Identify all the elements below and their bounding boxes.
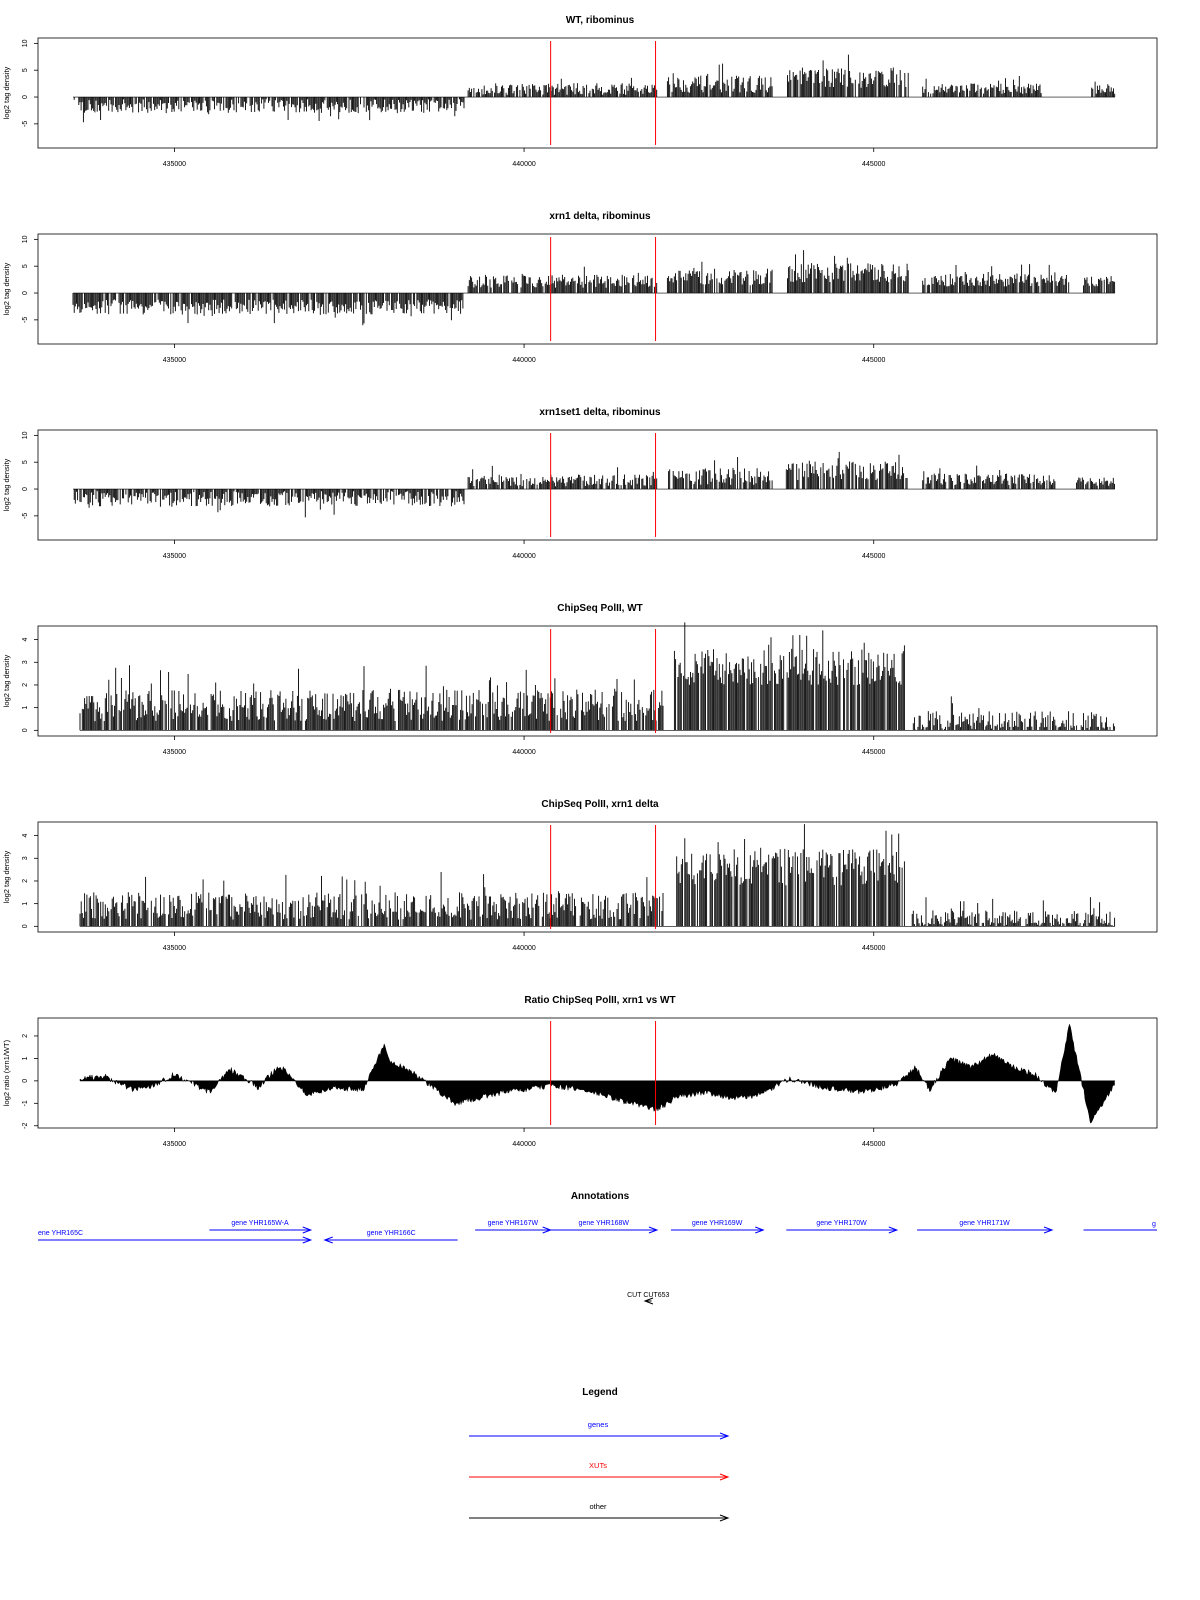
- y-tick-label: -5: [22, 316, 29, 323]
- gene-label: gene YHR166C: [366, 1230, 416, 1237]
- x-tick-label: 440000: [512, 945, 536, 952]
- x-tick-label: 435000: [162, 945, 187, 952]
- y-tick-label: 4: [22, 637, 29, 642]
- y-tick-label: 10: [22, 431, 29, 440]
- y-tick-label: 3: [22, 856, 29, 861]
- x-tick-label: 440000: [512, 749, 536, 756]
- panel-5-title: Ratio ChipSeq PolII, xrn1 vs WT: [524, 995, 676, 1006]
- x-tick-label: 435000: [162, 1141, 187, 1148]
- legend-label: genes: [587, 1420, 609, 1429]
- x-tick-label: 440000: [512, 161, 536, 168]
- panel-1-ylabel: log2 tag density: [2, 262, 11, 316]
- x-tick-label: 440000: [512, 1141, 536, 1148]
- panel-0-frame: [38, 38, 1157, 148]
- y-tick-label: 0: [22, 291, 29, 295]
- y-tick-label: -1: [22, 1100, 29, 1107]
- y-tick-label: 10: [22, 39, 29, 48]
- panel-5-area: [80, 1024, 1115, 1123]
- y-tick-label: 1: [22, 1056, 29, 1061]
- y-tick-label: 10: [22, 235, 29, 244]
- panel-3-title: ChipSeq PolII, WT: [557, 603, 643, 614]
- y-tick-label: 0: [22, 924, 29, 929]
- legend-label: other: [589, 1502, 607, 1511]
- panel-5-ylabel: log2 ratio (xrn1/WT): [2, 1039, 11, 1107]
- y-tick-label: 1: [22, 705, 29, 710]
- y-tick-label: 0: [22, 1078, 29, 1083]
- gene-label: g: [1152, 1221, 1156, 1228]
- panel-1-title: xrn1 delta, ribominus: [549, 211, 651, 222]
- gene-label: gene YHR170W: [816, 1220, 867, 1227]
- panel-2-bars: [74, 452, 1114, 518]
- panel-0-title: WT, ribominus: [565, 15, 635, 26]
- x-tick-label: 445000: [862, 161, 886, 168]
- panel-1-bars: [73, 250, 1115, 325]
- x-tick-label: 445000: [862, 945, 886, 952]
- x-tick-label: 440000: [512, 553, 536, 560]
- y-tick-label: -5: [22, 120, 29, 127]
- other-label: CUT CUT653: [627, 1292, 670, 1299]
- x-tick-label: 435000: [162, 161, 187, 168]
- x-tick-label: 445000: [862, 749, 886, 756]
- x-tick-label: 445000: [862, 553, 886, 560]
- y-tick-label: 2: [22, 879, 29, 883]
- panel-3-ylabel: log2 tag density: [2, 654, 11, 708]
- y-tick-label: 3: [22, 660, 29, 665]
- y-tick-label: 5: [22, 264, 29, 269]
- y-tick-label: -2: [22, 1122, 29, 1129]
- x-tick-label: 440000: [512, 357, 536, 364]
- annotations-title: Annotations: [570, 1191, 630, 1202]
- legend-label: XUTs: [589, 1461, 607, 1470]
- x-tick-label: 435000: [162, 357, 187, 364]
- y-tick-label: 0: [22, 487, 29, 491]
- gene-label: ene YHR165C: [38, 1230, 84, 1237]
- y-tick-label: -5: [22, 512, 29, 519]
- gene-label: gene YHR168W: [578, 1220, 630, 1227]
- x-tick-label: 445000: [862, 1141, 886, 1148]
- panel-2-title: xrn1set1 delta, ribominus: [539, 407, 661, 418]
- x-tick-label: 435000: [162, 749, 187, 756]
- y-tick-label: 5: [22, 460, 29, 465]
- y-tick-label: 5: [22, 68, 29, 73]
- panel-0-bars: [74, 55, 1115, 123]
- gene-label: gene YHR165W-A: [231, 1220, 289, 1227]
- panel-3-bars: [80, 622, 1115, 730]
- y-tick-label: 0: [22, 728, 29, 733]
- gene-label: gene YHR169W: [691, 1220, 743, 1227]
- y-tick-label: 2: [22, 683, 29, 687]
- panel-4-ylabel: log2 tag density: [2, 850, 11, 904]
- y-tick-label: 2: [22, 1034, 29, 1038]
- x-tick-label: 445000: [862, 357, 886, 364]
- gene-label: gene YHR171W: [959, 1220, 1010, 1227]
- x-tick-label: 435000: [162, 553, 187, 560]
- y-tick-label: 4: [22, 833, 29, 838]
- panel-0-ylabel: log2 tag density: [2, 66, 11, 120]
- panel-4-frame: [38, 822, 1157, 932]
- gene-label: gene YHR167W: [487, 1220, 539, 1227]
- panel-2-ylabel: log2 tag density: [2, 458, 11, 512]
- panel-4-bars: [80, 824, 1115, 926]
- y-tick-label: 1: [22, 901, 29, 906]
- legend-title: Legend: [582, 1387, 618, 1398]
- panel-4-title: ChipSeq PolII, xrn1 delta: [541, 799, 659, 810]
- y-tick-label: 0: [22, 95, 29, 99]
